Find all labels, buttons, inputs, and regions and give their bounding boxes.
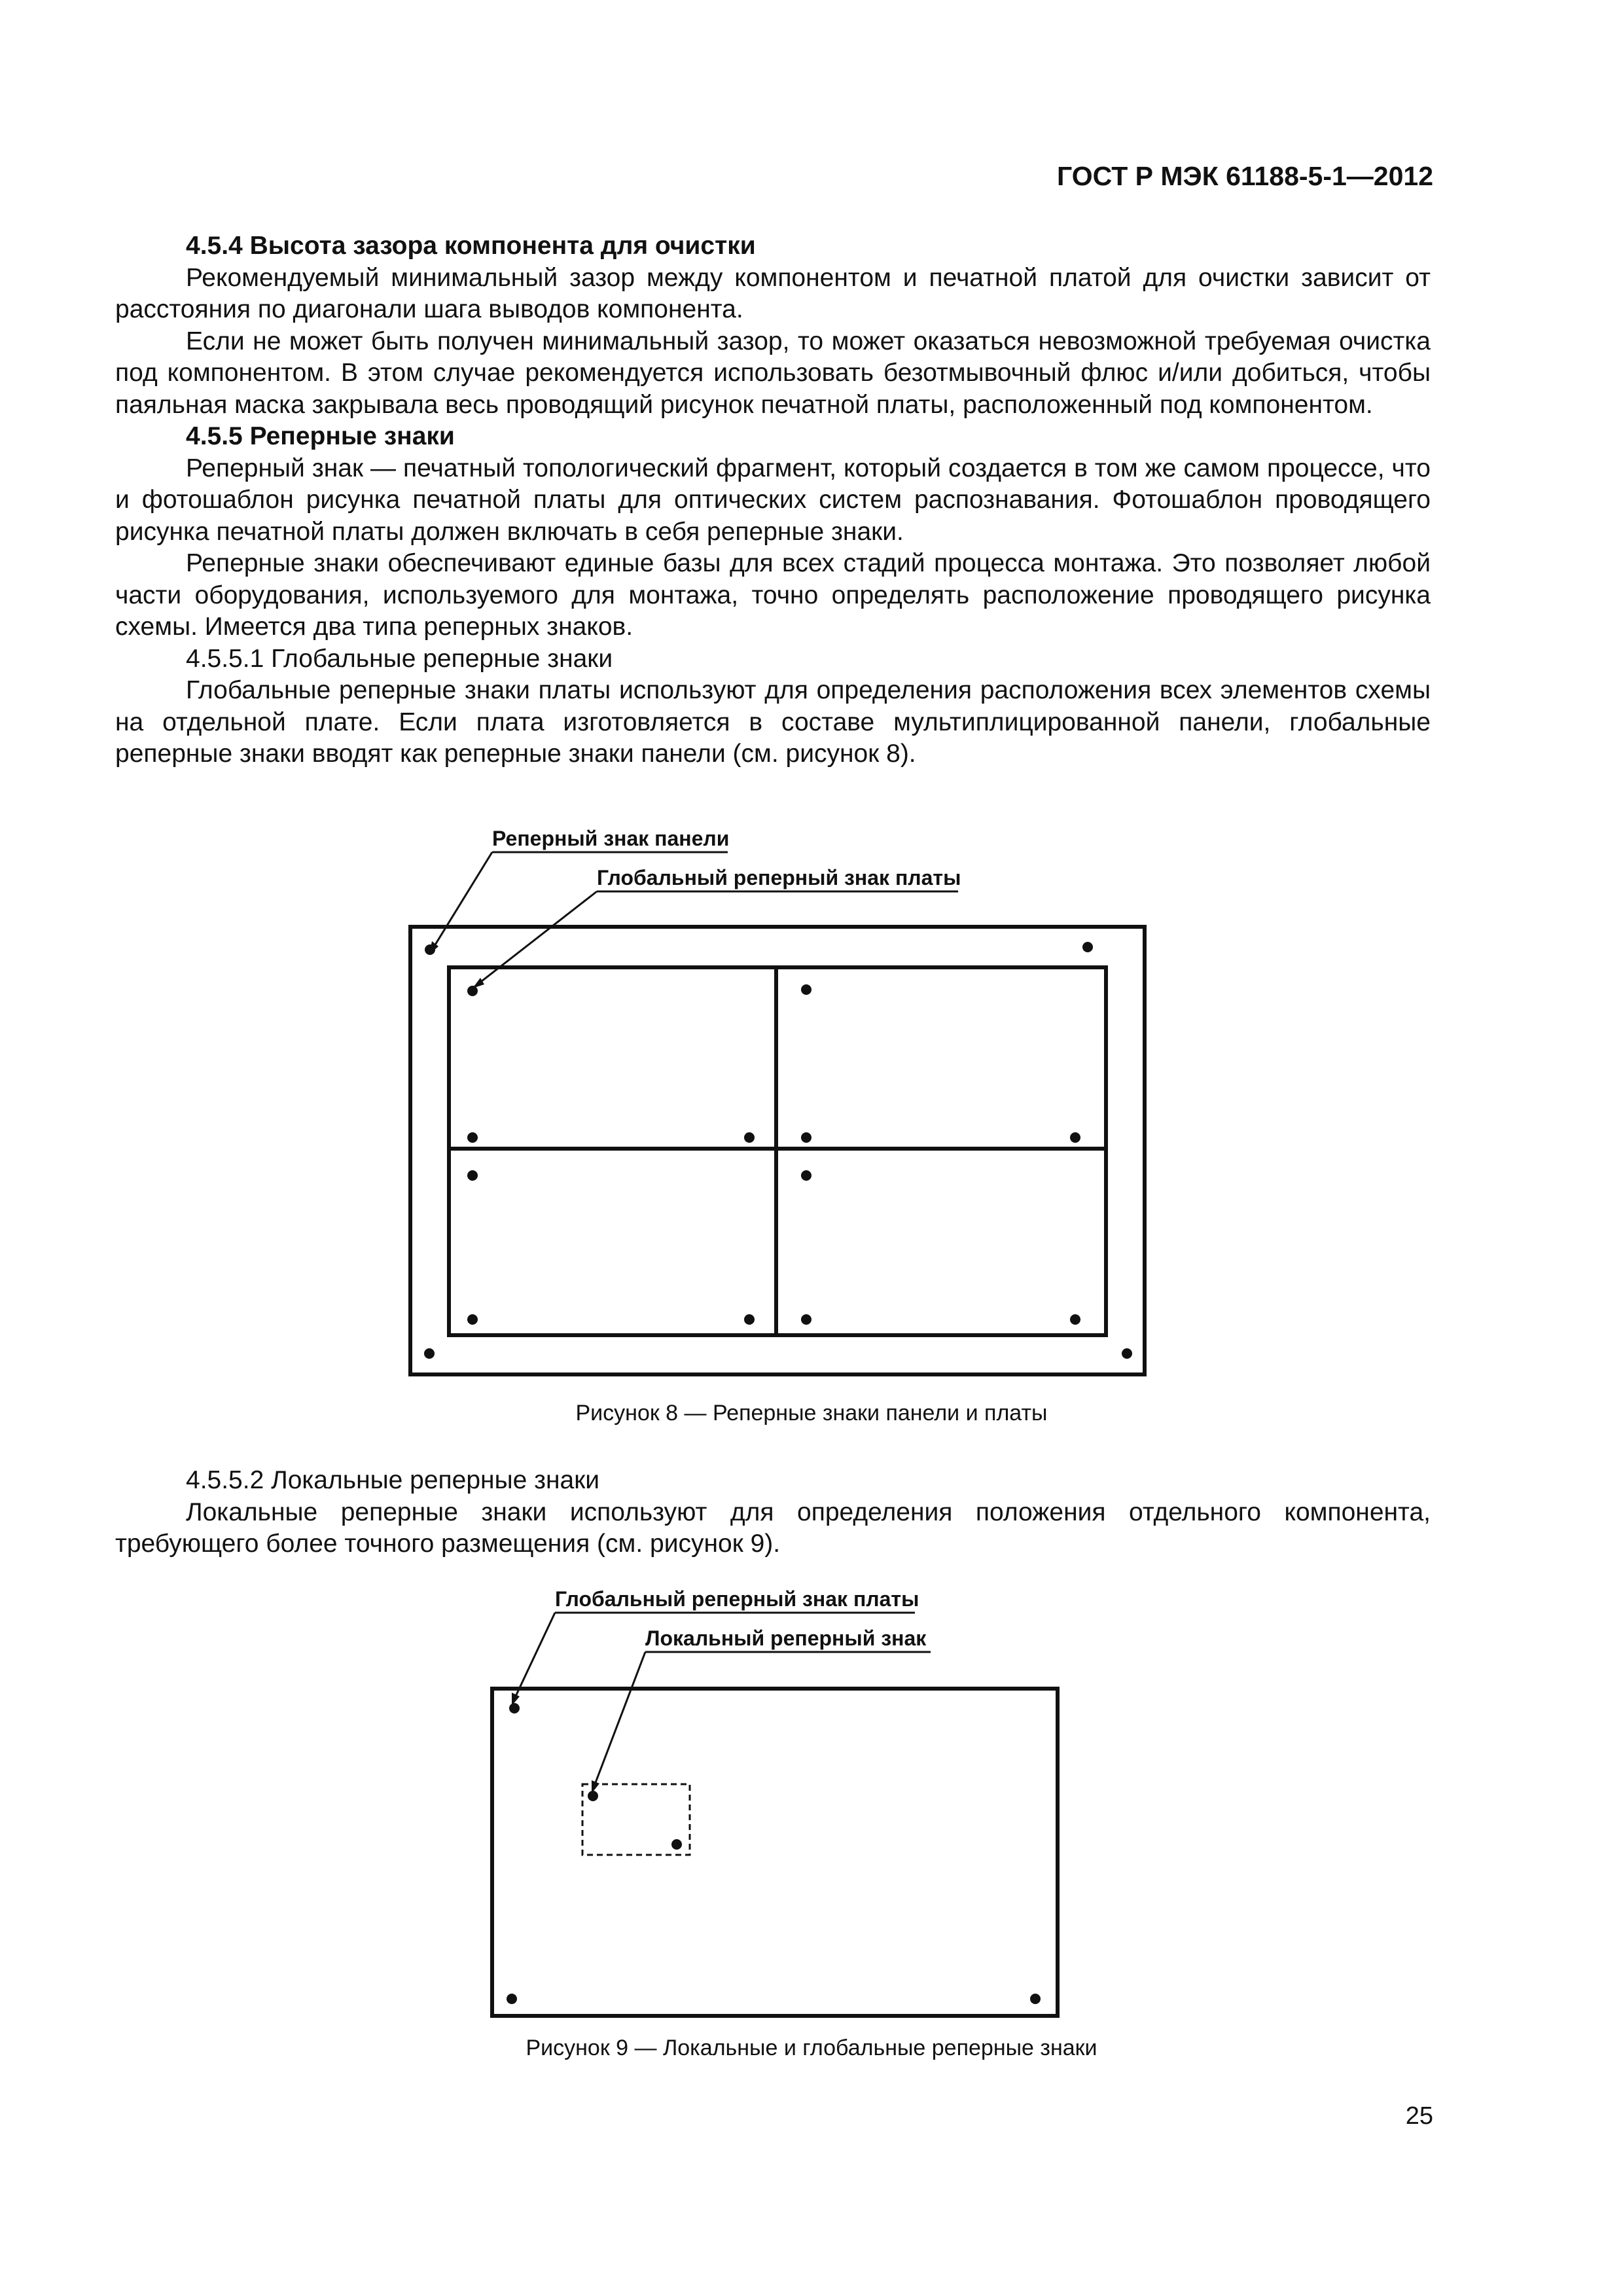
board-fiducial-mark: [467, 1314, 478, 1325]
figure-9-caption: Рисунок 9 — Локальные и глобальные реперные знаки: [526, 2036, 1097, 2060]
board-fiducial-mark: [1070, 1132, 1080, 1143]
section-4-5-5-1-heading: 4.5.5.1 Глобальные реперные знаки: [186, 644, 613, 673]
global-fiducial-mark: [1030, 1994, 1041, 2004]
leader-line: [593, 1652, 645, 1789]
paragraph: Рекомендуемый минимальный зазор между компонентом и печатной платой для очистки зависит от расстояния по диагонали шага выводов компонента.: [115, 263, 1431, 323]
figure-8-caption: Рисунок 8 — Реперные знаки панели и платы: [575, 1401, 1048, 1426]
local-fiducial-mark: [588, 1791, 598, 1801]
board-fiducial-mark: [744, 1132, 755, 1143]
body-text: [115, 230, 1431, 770]
global-fiducial-mark: [507, 1994, 517, 2004]
board-outline: [492, 1689, 1058, 2016]
board-fiducial-mark: [467, 1170, 478, 1181]
paragraph: Локальные реперные знаки используют для определения положения отдельного компонента, требующего более точного размещения (см. рисунок 9).: [115, 1498, 1431, 1558]
label-board-fiducial: Глобальный реперный знак платы: [597, 866, 961, 889]
body-text-2: [115, 1465, 1431, 1560]
paragraph: Глобальные реперные знаки платы используют для определения расположения всех элементов схемы на отдельной плате. Если плата изготовляется в составе мультиплицированной панели, глобальные реперные знаки вводят как реперные знаки панели (см. рисунок 8).: [115, 676, 1431, 768]
local-fiducial-mark: [671, 1839, 682, 1850]
paragraph: Реперные знаки обеспечивают единые базы для всех стадий процесса монтажа. Это позволяет любой части оборудования, используемого для монтажа, точно определять расположение проводящего рисунка схемы. Имеется два типа реперных знаков.: [115, 549, 1431, 641]
board-fiducial-mark: [801, 984, 812, 995]
board-fiducial-mark: [467, 1132, 478, 1143]
page-number: 25: [1405, 2102, 1433, 2130]
board-fiducial-mark: [801, 1314, 812, 1325]
label-local-fiducial: Локальный реперный знак: [645, 1626, 927, 1650]
label-panel-fiducial: Реперный знак панели: [492, 827, 730, 850]
board-fiducial-mark: [1070, 1314, 1080, 1325]
board-fiducial-mark: [801, 1132, 812, 1143]
panel-fiducial-mark: [1122, 1348, 1132, 1359]
paragraph: Если не может быть получен минимальный зазор, то может оказаться невозможной требуемая очистка под компонентом. В этом случае рекомендуется использовать безотмывочный флюс и/или добиться, чтобы паяльная маска закрывала весь проводящий рисунок печатной платы, расположенный под компонентом.: [115, 327, 1431, 419]
section-4-5-5-heading: 4.5.5 Реперные знаки: [186, 422, 455, 450]
standard-header: ГОСТ Р МЭК 61188-5-1—2012: [1057, 161, 1433, 191]
section-4-5-5-2-heading: 4.5.5.2 Локальные реперные знаки: [186, 1466, 600, 1494]
board-fiducial-mark: [744, 1314, 755, 1325]
leader-line: [473, 891, 597, 988]
section-4-5-4-heading: 4.5.4 Высота зазора компонента для очистки: [186, 232, 756, 260]
panel-fiducial-mark: [1082, 942, 1093, 952]
figure-9-diagram: [0, 1571, 1623, 2029]
board-fiducial-mark: [467, 986, 478, 996]
leader-line: [429, 852, 492, 954]
panel-fiducial-mark: [425, 944, 435, 955]
figure-8-diagram: [0, 812, 1623, 1401]
global-fiducial-mark: [509, 1703, 520, 1713]
paragraph: Реперный знак — печатный топологический фрагмент, который создается в том же самом процессе, что и фотошаблон рисунка печатной платы для оптических систем распознавания. Фотошаблон проводящего рисунка печатной платы должен включать в себя реперные знаки.: [115, 454, 1431, 546]
label-global-board-fiducial: Глобальный реперный знак платы: [555, 1587, 919, 1611]
board-fiducial-mark: [801, 1170, 812, 1181]
panel-fiducial-mark: [424, 1348, 435, 1359]
